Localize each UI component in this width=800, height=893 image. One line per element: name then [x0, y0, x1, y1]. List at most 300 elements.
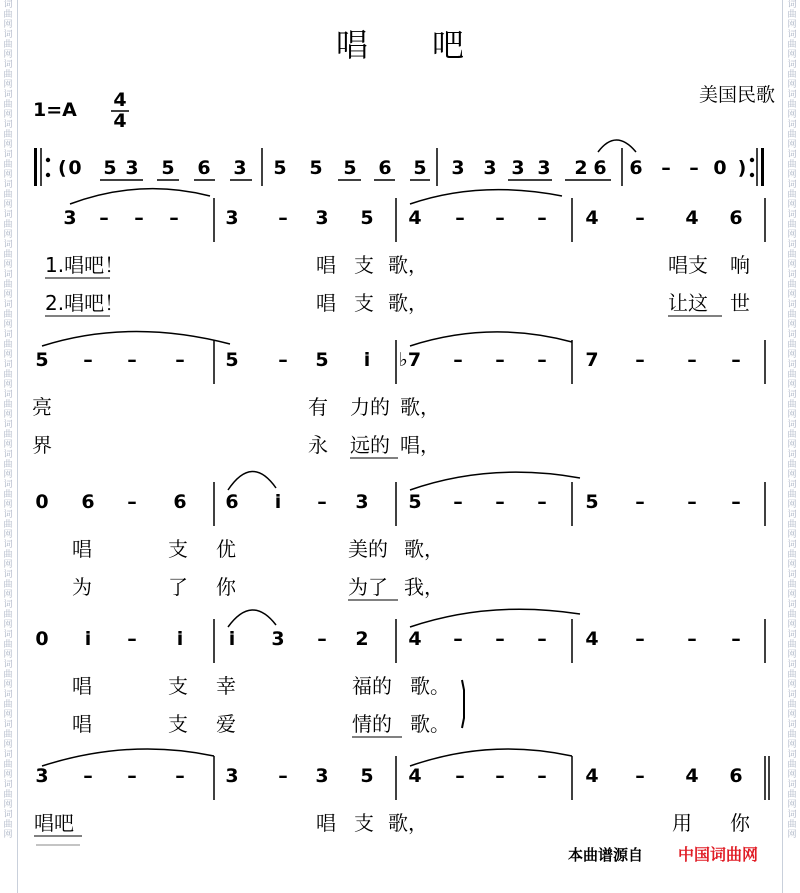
note: – — [537, 491, 547, 513]
note: – — [731, 491, 741, 513]
watermark-char: 网 — [3, 650, 13, 660]
intro-note: 6 — [378, 157, 392, 179]
watermark-char: 曲 — [3, 520, 13, 530]
time-signature-top: 4 — [113, 89, 127, 111]
note: – — [278, 207, 288, 229]
watermark-char: 曲 — [3, 550, 13, 560]
note: – — [317, 491, 327, 513]
intro-note: ) — [737, 157, 747, 179]
intro-note: 5 — [161, 157, 175, 179]
intro-line — [34, 140, 764, 186]
intro-note: 6 — [593, 157, 607, 179]
watermark-char: 网 — [787, 530, 797, 540]
watermark-char: 网 — [3, 110, 13, 120]
lyric-verse-1: 有 — [308, 395, 328, 419]
watermark-char: 网 — [787, 440, 797, 450]
intro-note: 3 — [451, 157, 465, 179]
watermark-char: 曲 — [3, 280, 13, 290]
lyric-verse-2: 我， — [404, 575, 444, 599]
watermark-char: 曲 — [3, 40, 13, 50]
note: – — [453, 349, 463, 371]
note: – — [127, 349, 137, 371]
watermark-char: 网 — [787, 170, 797, 180]
lyric-verse-1: 用 — [672, 811, 692, 835]
watermark-char: 曲 — [3, 340, 13, 350]
score-system — [35, 482, 765, 600]
watermark-char: 网 — [787, 80, 797, 90]
watermark-char: 网 — [3, 20, 13, 30]
note: – — [495, 765, 505, 787]
note: – — [127, 628, 137, 650]
watermark-char: 词 — [3, 120, 13, 130]
key-signature: 1=A — [33, 99, 77, 121]
watermark-char: 词 — [3, 30, 13, 40]
watermark-char: 词 — [787, 210, 797, 220]
intro-note: 0 — [713, 157, 727, 179]
watermark-char: 曲 — [787, 400, 797, 410]
note: 0 — [35, 628, 49, 650]
intro-note: 5 — [103, 157, 117, 179]
watermark-char: 词 — [787, 570, 797, 580]
note: – — [635, 765, 645, 787]
note: – — [175, 765, 185, 787]
intro-note: 3 — [537, 157, 551, 179]
watermark-char: 曲 — [787, 250, 797, 260]
note: – — [495, 491, 505, 513]
lyric-verse-2: 永 — [308, 433, 328, 457]
watermark-char: 曲 — [787, 40, 797, 50]
intro-note: – — [661, 157, 671, 179]
watermark-char: 曲 — [3, 70, 13, 80]
watermark-char: 网 — [3, 410, 13, 420]
watermark-char: 曲 — [3, 820, 13, 830]
watermark-char: 曲 — [3, 460, 13, 470]
note: – — [127, 491, 137, 513]
note: – — [455, 207, 465, 229]
watermark-char: 网 — [787, 50, 797, 60]
song-title: 唱 吧 — [335, 26, 465, 64]
note: i — [176, 628, 184, 650]
intro-note: 3 — [125, 157, 139, 179]
note: – — [635, 349, 645, 371]
score-system — [32, 340, 765, 458]
lyric-verse-1: 唱 — [72, 537, 92, 561]
note: 3 — [63, 207, 77, 229]
lyric-verse-1: 福的 — [352, 674, 392, 698]
watermark-char: 词 — [3, 300, 13, 310]
watermark-char: 词 — [787, 690, 797, 700]
watermark-char: 曲 — [3, 370, 13, 380]
watermark-char: 词 — [3, 450, 13, 460]
lyric-verse-1: 唱吧 — [34, 811, 74, 835]
note: i — [274, 491, 282, 513]
note: – — [635, 207, 645, 229]
note: 5 — [225, 349, 239, 371]
watermark-char: 词 — [787, 120, 797, 130]
watermark-char: 网 — [787, 650, 797, 660]
note: – — [635, 628, 645, 650]
lyric-verse-1: 优 — [216, 537, 236, 561]
watermark-char: 曲 — [3, 730, 13, 740]
note: – — [127, 765, 137, 787]
watermark-char: 网 — [3, 710, 13, 720]
watermark-char: 词 — [3, 630, 13, 640]
lyric-verse-2: 为 — [72, 575, 92, 599]
watermark-char: 曲 — [787, 730, 797, 740]
watermark-char: 网 — [3, 50, 13, 60]
lyric-verse-1: 幸 — [216, 674, 236, 698]
watermark-char: 曲 — [787, 130, 797, 140]
watermark-char: 网 — [3, 140, 13, 150]
watermark-char: 网 — [3, 770, 13, 780]
watermark-char: 词 — [787, 300, 797, 310]
watermark-char: 曲 — [3, 160, 13, 170]
watermark-char: 曲 — [3, 700, 13, 710]
watermark-char: 词 — [787, 240, 797, 250]
lyric-verse-1: 亮 — [32, 395, 52, 419]
note: 2 — [355, 628, 369, 650]
lyric-verse-1: 唱支 — [668, 253, 708, 277]
watermark-char: 曲 — [3, 190, 13, 200]
note: 4 — [585, 765, 599, 787]
source-label: 本曲谱源自 — [568, 846, 644, 864]
watermark-char: 词 — [787, 420, 797, 430]
watermark-char: 词 — [3, 90, 13, 100]
watermark-char: 词 — [787, 480, 797, 490]
watermark-char: 曲 — [3, 400, 13, 410]
note: – — [134, 207, 144, 229]
note: 5 — [315, 349, 329, 371]
note: – — [537, 628, 547, 650]
note: 6 — [729, 765, 743, 787]
note: 5 — [35, 349, 49, 371]
note: 5 — [360, 765, 374, 787]
watermark-char: 词 — [787, 600, 797, 610]
watermark-char: 网 — [3, 800, 13, 810]
watermark-char: 曲 — [787, 670, 797, 680]
note: 4 — [585, 207, 599, 229]
note: – — [731, 628, 741, 650]
watermark-char: 词 — [3, 150, 13, 160]
lyric-verse-1: 支 — [168, 674, 188, 698]
watermark-char: 词 — [3, 330, 13, 340]
watermark-char: 曲 — [787, 820, 797, 830]
note: i — [363, 349, 371, 371]
lyric-verse-1: 歌， — [388, 811, 428, 835]
watermark-char: 词 — [3, 240, 13, 250]
watermark-char: 曲 — [3, 640, 13, 650]
note: 5 — [408, 491, 422, 513]
note: 4 — [685, 207, 699, 229]
intro-note: 3 — [483, 157, 497, 179]
watermark-char: 词 — [3, 780, 13, 790]
note: 3 — [315, 765, 329, 787]
watermark-char: 曲 — [787, 460, 797, 470]
watermark-char: 曲 — [787, 640, 797, 650]
watermark-char: 网 — [787, 830, 797, 840]
note: 7 — [585, 349, 599, 371]
watermark-char: 词 — [3, 540, 13, 550]
note: 3 — [355, 491, 369, 513]
watermark-char: 曲 — [787, 760, 797, 770]
watermark-char: 词 — [3, 390, 13, 400]
watermark-char: 曲 — [787, 160, 797, 170]
note: – — [175, 349, 185, 371]
watermark-char: 曲 — [3, 580, 13, 590]
watermark-char: 曲 — [3, 250, 13, 260]
watermark-char: 曲 — [3, 100, 13, 110]
watermark-char: 词 — [3, 690, 13, 700]
note: 3 — [225, 207, 239, 229]
note: – — [278, 765, 288, 787]
watermark-char: 曲 — [787, 310, 797, 320]
lyric-verse-2: 让这 — [668, 291, 708, 315]
watermark-char: 词 — [3, 480, 13, 490]
intro-note: 5 — [343, 157, 357, 179]
watermark-char: 词 — [787, 330, 797, 340]
note: – — [537, 207, 547, 229]
watermark-char: 词 — [3, 750, 13, 760]
lyric-verse-1: 唱 — [72, 674, 92, 698]
note: 3 — [225, 765, 239, 787]
watermark-char: 词 — [3, 270, 13, 280]
note: – — [731, 349, 741, 371]
lyric-verse-1: 美的 — [348, 537, 388, 561]
note: 4 — [408, 628, 422, 650]
note: – — [495, 349, 505, 371]
lyric-verse-2: 支 — [168, 712, 188, 736]
lyric-verse-2: 歌， — [388, 291, 428, 315]
lyric-verse-2: 2.唱吧！ — [45, 291, 125, 315]
watermark-char: 网 — [787, 710, 797, 720]
watermark-char: 词 — [787, 90, 797, 100]
watermark-char: 曲 — [787, 580, 797, 590]
attribution: 美国民歌 — [698, 84, 775, 106]
note: 4 — [685, 765, 699, 787]
watermark-char: 网 — [3, 320, 13, 330]
note: 4 — [408, 207, 422, 229]
lyric-verse-1: 力的 — [350, 395, 390, 419]
watermark-char: 网 — [787, 680, 797, 690]
watermark-char: 网 — [787, 230, 797, 240]
watermark-char: 词 — [787, 510, 797, 520]
note: i — [228, 628, 236, 650]
watermark-char: 网 — [3, 740, 13, 750]
note: – — [317, 628, 327, 650]
note: – — [83, 349, 93, 371]
intro-note: 2 — [574, 157, 588, 179]
svg-text:(: ( — [58, 157, 67, 179]
lyric-verse-2: 情的 — [352, 712, 392, 736]
watermark-char: 词 — [3, 0, 13, 10]
note: – — [99, 207, 109, 229]
note: – — [83, 765, 93, 787]
note: – — [687, 628, 697, 650]
watermark-char: 网 — [3, 200, 13, 210]
note: 3 — [271, 628, 285, 650]
note: 6 — [225, 491, 239, 513]
intro-note: 3 — [511, 157, 525, 179]
lyric-verse-2: 远的 — [350, 433, 390, 457]
watermark-char: 词 — [3, 60, 13, 70]
watermark-char: 词 — [787, 660, 797, 670]
watermark-char: 曲 — [787, 790, 797, 800]
watermark-char: 曲 — [3, 310, 13, 320]
note: 4 — [585, 628, 599, 650]
watermark-char: 词 — [787, 60, 797, 70]
lyric-verse-1: 支 — [354, 253, 374, 277]
watermark-char: 网 — [3, 590, 13, 600]
note: 3 — [35, 765, 49, 787]
watermark-char: 词 — [787, 450, 797, 460]
note: – — [687, 491, 697, 513]
watermark-char: 词 — [3, 720, 13, 730]
watermark-char: 词 — [787, 150, 797, 160]
watermark-char: 词 — [3, 660, 13, 670]
lyric-verse-1: 歌， — [400, 395, 440, 419]
watermark-char: 网 — [3, 620, 13, 630]
score-system — [35, 619, 765, 737]
lyric-verse-1: 歌， — [388, 253, 428, 277]
watermark-char: 网 — [3, 380, 13, 390]
watermark-char: 曲 — [787, 280, 797, 290]
note: 6 — [729, 207, 743, 229]
watermark-char: 曲 — [3, 610, 13, 620]
watermark-char: 网 — [3, 500, 13, 510]
note: – — [537, 349, 547, 371]
watermark-char: 网 — [787, 110, 797, 120]
note: – — [169, 207, 179, 229]
watermark-char: 网 — [787, 350, 797, 360]
note: 0 — [35, 491, 49, 513]
lyric-verse-2: 为了 — [348, 575, 388, 599]
lyric-verse-2: 世 — [730, 291, 750, 315]
lyric-verse-2: 唱 — [72, 712, 92, 736]
note: – — [687, 349, 697, 371]
watermark-char: 网 — [3, 440, 13, 450]
note: 4 — [408, 765, 422, 787]
watermark-char: 词 — [3, 600, 13, 610]
watermark-char: 网 — [787, 200, 797, 210]
lyric-verse-1: 支 — [168, 537, 188, 561]
watermark-char: 网 — [3, 290, 13, 300]
watermark-char: 网 — [787, 740, 797, 750]
watermark-char: 曲 — [787, 610, 797, 620]
watermark-char: 网 — [3, 80, 13, 90]
score-system — [45, 198, 765, 316]
note: – — [537, 765, 547, 787]
watermark-char: 网 — [787, 590, 797, 600]
watermark-char: 曲 — [3, 670, 13, 680]
watermark-char: 词 — [3, 360, 13, 370]
watermark-char: 网 — [3, 530, 13, 540]
note: i — [84, 628, 92, 650]
watermark-char: 网 — [3, 260, 13, 270]
note: – — [495, 207, 505, 229]
watermark-char: 网 — [787, 800, 797, 810]
watermark-char: 词 — [3, 510, 13, 520]
watermark-char: 曲 — [787, 550, 797, 560]
watermark-char: 词 — [787, 0, 797, 10]
watermark-char: 曲 — [3, 490, 13, 500]
time-signature-bottom: 4 — [113, 110, 127, 132]
lyric-verse-2: 唱， — [400, 433, 440, 457]
watermark-char: 网 — [787, 560, 797, 570]
lyric-verse-2: 了 — [168, 575, 188, 599]
note: – — [278, 349, 288, 371]
intro-note: 5 — [413, 157, 427, 179]
watermark-char: 词 — [787, 780, 797, 790]
note: 6 — [173, 491, 187, 513]
note: 5 — [585, 491, 599, 513]
watermark-char: 曲 — [787, 220, 797, 230]
lyric-verse-2: 支 — [354, 291, 374, 315]
intro-note: 6 — [197, 157, 211, 179]
watermark-char: 词 — [787, 270, 797, 280]
lyric-verse-2: 你 — [216, 575, 236, 599]
intro-note: 3 — [233, 157, 247, 179]
watermark-char: 词 — [3, 210, 13, 220]
watermark-char: 网 — [787, 380, 797, 390]
intro-note: 0 — [68, 157, 82, 179]
watermark-char: 网 — [3, 830, 13, 840]
watermark-char: 曲 — [3, 130, 13, 140]
watermark-char: 曲 — [787, 190, 797, 200]
watermark-char: 网 — [787, 500, 797, 510]
intro-note: 6 — [629, 157, 643, 179]
watermark-char: 词 — [787, 30, 797, 40]
note: – — [453, 491, 463, 513]
watermark-char: 曲 — [787, 100, 797, 110]
watermark-char: 曲 — [3, 220, 13, 230]
watermark-char: 词 — [787, 750, 797, 760]
note: – — [495, 628, 505, 650]
watermark-char: 曲 — [787, 70, 797, 80]
watermark-char: 曲 — [787, 10, 797, 20]
watermark-char: 网 — [787, 140, 797, 150]
watermark-char: 词 — [787, 390, 797, 400]
note: 3 — [315, 207, 329, 229]
watermark-char: 网 — [3, 170, 13, 180]
watermark-char: 网 — [3, 680, 13, 690]
watermark-char: 网 — [3, 230, 13, 240]
lyric-verse-1: 唱 — [316, 811, 336, 835]
watermark-char: 曲 — [787, 520, 797, 530]
watermark-char: 曲 — [787, 430, 797, 440]
lyric-verse-2: 歌。 — [410, 712, 450, 736]
score-systems — [32, 189, 769, 836]
watermark-char: 曲 — [787, 490, 797, 500]
intro-note: – — [689, 157, 699, 179]
watermark-char: 网 — [787, 290, 797, 300]
lyric-verse-1: 响 — [730, 253, 750, 277]
watermark-char: 曲 — [3, 430, 13, 440]
watermark-char: 词 — [787, 540, 797, 550]
watermark-char: 网 — [3, 560, 13, 570]
note: ♭7 — [398, 349, 422, 371]
watermark-char: 词 — [3, 810, 13, 820]
watermark-char: 曲 — [3, 760, 13, 770]
lyric-verse-2: 界 — [32, 433, 52, 457]
watermark-char: 网 — [787, 410, 797, 420]
source-site-link[interactable]: 中国词曲网 — [678, 845, 759, 864]
lyric-verse-1: 支 — [354, 811, 374, 835]
watermark-char: 曲 — [3, 790, 13, 800]
watermark-char: 词 — [787, 810, 797, 820]
note: 6 — [81, 491, 95, 513]
watermark-char: 网 — [787, 770, 797, 780]
watermark-char: 词 — [3, 180, 13, 190]
